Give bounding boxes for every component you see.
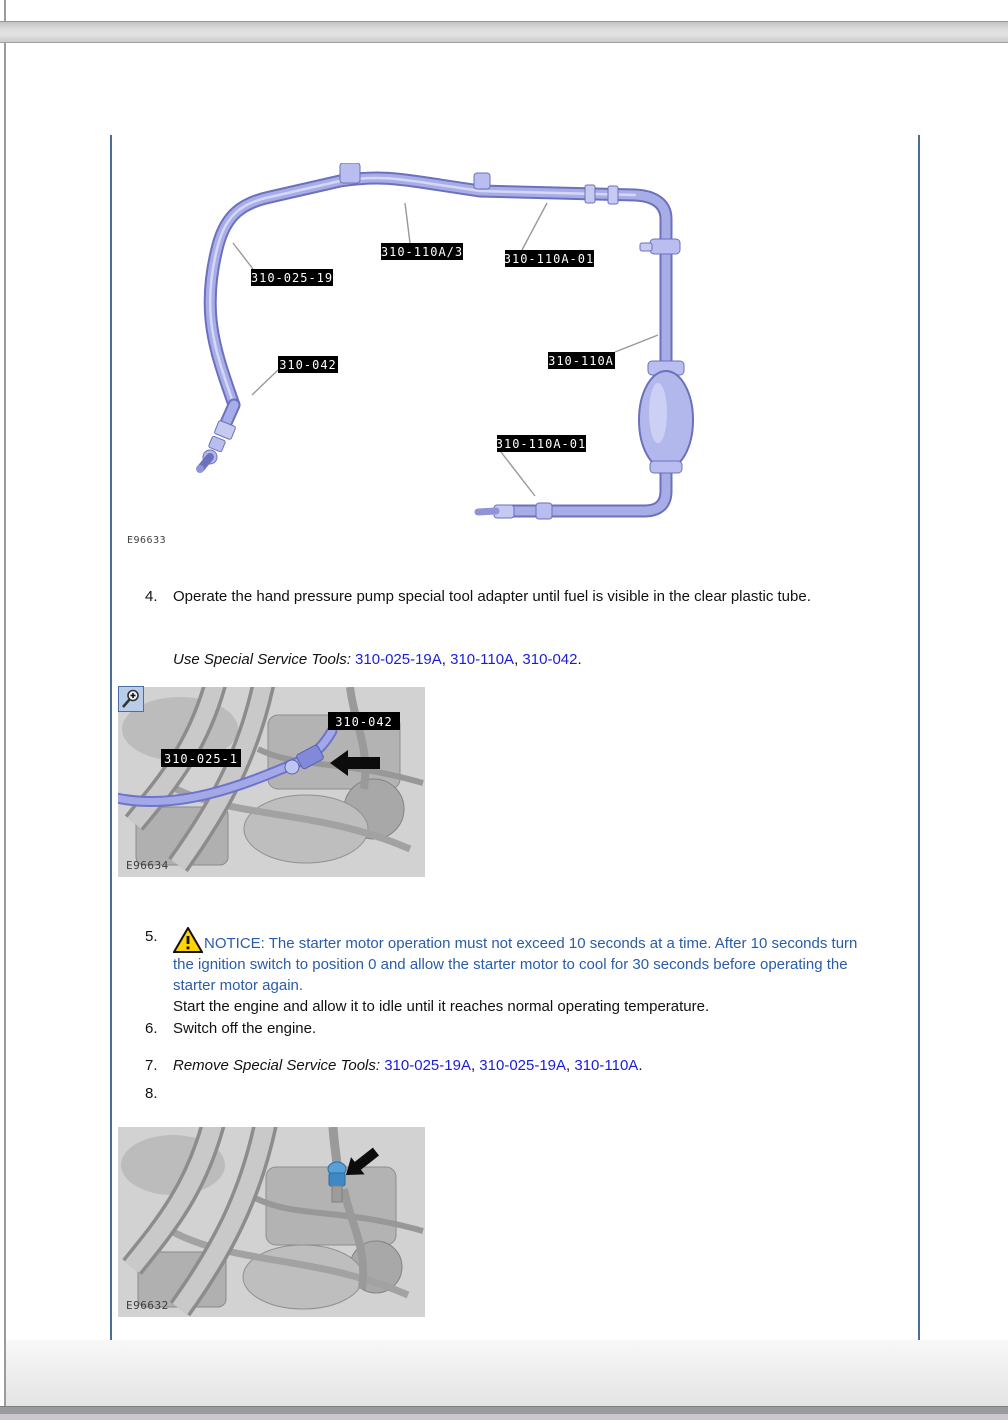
label-310-110A-01-top: 310-110A-01 (503, 252, 595, 266)
warning-triangle-icon (173, 927, 203, 953)
figure-id-e96634: E96634 (126, 859, 169, 872)
pane-splitter-bar[interactable] (0, 21, 1008, 43)
remove-tools-prefix: Remove Special Service Tools: (173, 1057, 381, 1074)
step-7-tools-line (173, 1056, 873, 1076)
step-4-number: 4. (145, 588, 158, 605)
period: . (638, 1057, 643, 1074)
figure-id-e96633: E96633 (127, 535, 167, 546)
label-310-025-19: 310-025-19 (250, 271, 334, 285)
separator: , (441, 651, 446, 668)
label-310-042: 310-042 (279, 358, 337, 372)
label-310-110A: 310-110A (548, 354, 614, 368)
page-bottom-fade (6, 1340, 1008, 1406)
tool-link-310-025-19A[interactable]: 310-025-19A (355, 651, 442, 668)
step-5-block (173, 927, 873, 1017)
diagram-labels (251, 243, 615, 452)
label-310-110A-01-bottom: 310-110A-01 (495, 437, 587, 451)
tool-link-310-110A[interactable]: 310-110A (450, 651, 515, 668)
zoom-image-button[interactable] (118, 686, 144, 712)
engine-figure-e96634 (118, 687, 425, 877)
step-5-number: 5. (145, 928, 158, 945)
tool-link-310-110A-2[interactable]: 310-110A (574, 1057, 639, 1074)
use-tools-prefix: Use Special Service Tools: (173, 651, 351, 668)
step-5-text: Start the engine and allow it to idle until it reaches normal operating temperature. (173, 998, 710, 1015)
label-310-025-1: 310-025-1 (163, 752, 239, 766)
procedure-content-panel (110, 135, 920, 1342)
step-6-text: Switch off the engine. (173, 1020, 317, 1037)
label-310-042-engine: 310-042 (335, 715, 393, 729)
engine-figure-e96632 (118, 1127, 425, 1317)
step-5-notice (173, 927, 873, 996)
separator: , (514, 651, 519, 668)
tool-link-310-025-19A-2[interactable]: 310-025-19A (479, 1057, 567, 1074)
separator: , (566, 1057, 571, 1074)
label-310-110A-3: 310-110A/3 (380, 245, 464, 259)
figure-id-e96632: E96632 (126, 1299, 169, 1312)
tool-link-310-025-19A-1[interactable]: 310-025-19A (384, 1057, 471, 1074)
step-4-text: Operate the hand pressure pump special tool adapter until fuel is visible in the clear plastic tube. (173, 588, 811, 605)
engine-illustration-e96634 (118, 687, 425, 877)
fuel-primer-tools-diagram (180, 163, 700, 531)
step-4-tools-line (173, 650, 873, 670)
tool-link-310-042[interactable]: 310-042 (522, 651, 578, 668)
step-8-number: 8. (145, 1085, 158, 1102)
window-bottom-edge (0, 1414, 1008, 1420)
step-7-number: 7. (145, 1057, 158, 1074)
engine-illustration-e96632 (118, 1127, 425, 1317)
notice-text: NOTICE: The starter motor operation must not exceed 10 seconds at a time. After 10 seconds turn the ignition switch to position 0 and allow the starter motor to cool for 30 seconds before operating the starter motor again. (173, 935, 858, 994)
primer-tube-assembly (196, 163, 693, 519)
magnifier-plus-icon (119, 687, 143, 711)
separator: , (470, 1057, 476, 1074)
step-6-number: 6. (145, 1020, 158, 1037)
period: . (577, 651, 582, 668)
window-left-border (4, 0, 6, 1406)
